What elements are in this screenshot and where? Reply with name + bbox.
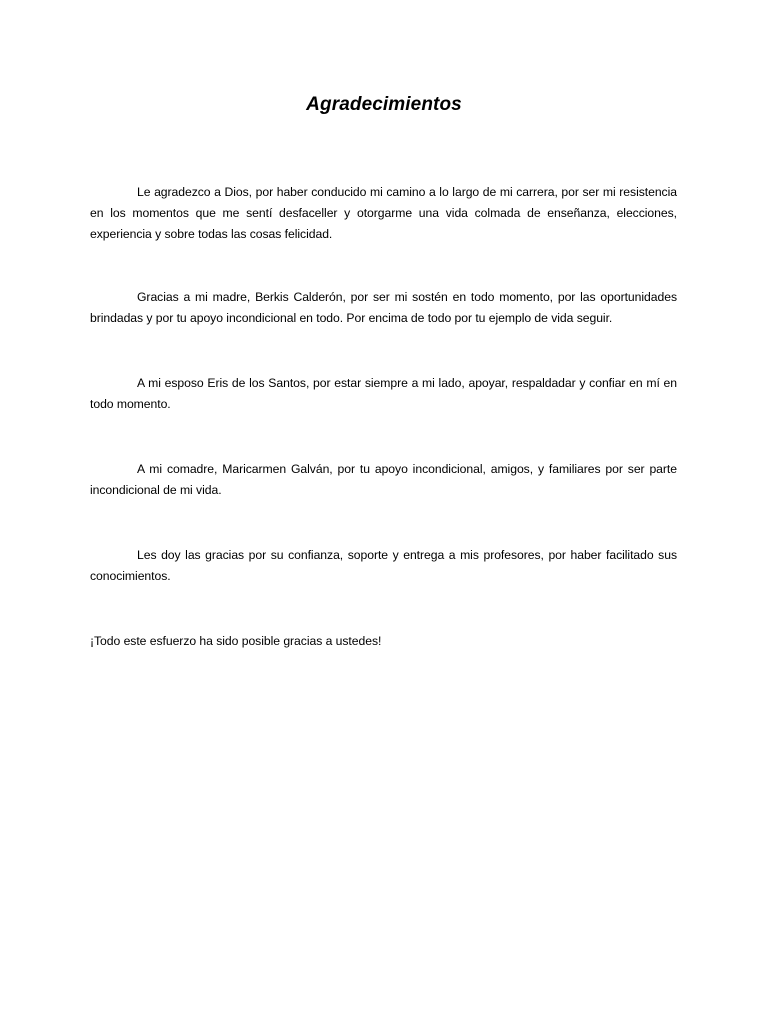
paragraph-profesores: Les doy las gracias por su confianza, soporte y entrega a mis profesores, por haber facilitado sus conocimientos.: [90, 548, 677, 584]
paragraph-esposo: A mi esposo Eris de los Santos, por estar siempre a mi lado, apoyar, respaldadar y confiar en mí en todo momento.: [90, 376, 677, 412]
paragraph-comadre: A mi comadre, Maricarmen Galván, por tu apoyo incondicional, amigos, y familiares por ser parte incondicional de mi vida.: [90, 462, 677, 498]
paragraph-dios: Le agradezco a Dios, por haber conducido mi camino a lo largo de mi carrera, por ser mi resistencia en los momentos que me sentí desfaceller y otorgarme una vida colmada de enseñanza, elecciones, experiencia y sobre todas las cosas felicidad.: [90, 185, 677, 242]
page-title: Agradecimientos: [306, 94, 462, 115]
paragraph-closing: ¡Todo este esfuerzo ha sido posible gracias a ustedes!: [90, 634, 382, 649]
paragraph-madre: Gracias a mi madre, Berkis Calderón, por ser mi sostén en todo momento, por las oportunidades brindadas y por tu apoyo incondicional en todo. Por encima de todo por tu ejemplo de vida seguir.: [90, 290, 677, 326]
